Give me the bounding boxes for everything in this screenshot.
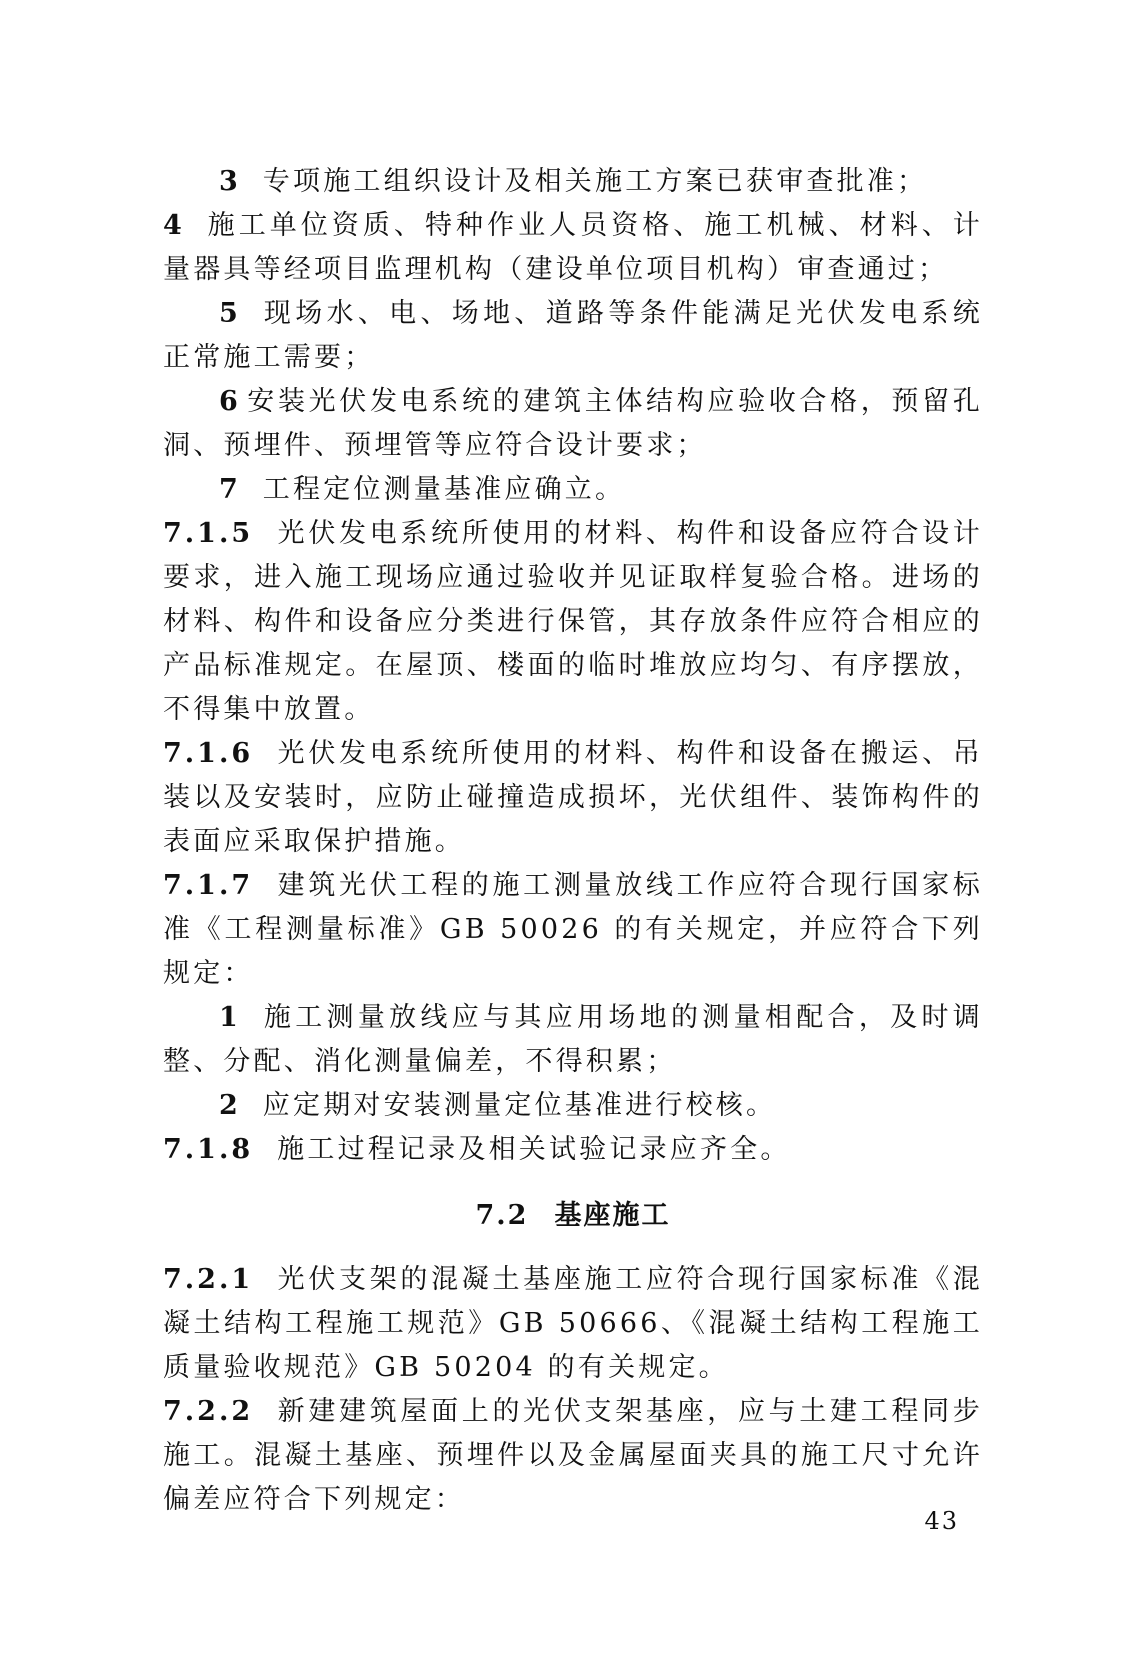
clause-text: 光伏发电系统所使用的材料、构件和设备应符合设计要求，进入施工现场应通过验收并见证取样复验合格。进场的材料、构件和设备应分类进行保管，其存放条件应符合相应的产品标准规定。在屋顶、楼面的临时堆放应均匀、有序摆放，不得集中放置。: [163, 518, 983, 725]
clause-number: 7.1.5: [163, 518, 254, 549]
item-number: 2: [219, 1090, 239, 1121]
list-item: [163, 380, 983, 468]
page-number: 43: [924, 1507, 959, 1535]
clause: [163, 864, 983, 996]
clause-text: 新建建筑屋面上的光伏支架基座，应与土建工程同步施工。混凝土基座、预埋件以及金属屋面夹具的施工尺寸允许偏差应符合下列规定：: [163, 1396, 983, 1515]
list-item: [163, 1084, 983, 1128]
clause-number: 7.1.6: [163, 738, 254, 769]
clause-number: 7.2.2: [163, 1396, 254, 1427]
item-text: 施工测量放线应与其应用场地的测量相配合，及时调整、分配、消化测量偏差，不得积累；: [163, 1002, 983, 1077]
clause-number: 7.1.7: [163, 870, 254, 901]
item-number: 6: [219, 386, 239, 417]
section-title: 基座施工: [554, 1200, 671, 1231]
list-item: [163, 996, 983, 1084]
clause-number: 7.2.1: [163, 1264, 254, 1295]
section-heading: [163, 1194, 983, 1238]
list-item: [163, 292, 983, 380]
clause-text: 建筑光伏工程的施工测量放线工作应符合现行国家标准《工程测量标准》GB 50026 的有关规定，并应符合下列规定：: [163, 870, 983, 989]
item-number: 4: [163, 210, 183, 241]
item-number: 1: [219, 1002, 239, 1033]
clause: [163, 1128, 983, 1172]
item-number: 3: [219, 166, 239, 197]
clause-text: 光伏发电系统所使用的材料、构件和设备在搬运、吊装以及安装时，应防止碰撞造成损坏，光伏组件、装饰构件的表面应采取保护措施。: [163, 738, 983, 857]
item-number: 5: [219, 298, 239, 329]
clause: [163, 1390, 983, 1522]
document-body: [163, 160, 983, 1522]
clause: [163, 512, 983, 732]
item-text: 工程定位测量基准应确立。: [262, 474, 626, 505]
clause-text: 光伏支架的混凝土基座施工应符合现行国家标准《混凝土结构工程施工规范》GB 50666、《混凝土结构工程施工质量验收规范》GB 50204 的有关规定。: [163, 1264, 983, 1383]
item-text: 安装光伏发电系统的建筑主体结构应验收合格，预留孔洞、预埋件、预埋管等应符合设计要求；: [163, 386, 983, 461]
section-number: 7.2: [475, 1200, 529, 1231]
list-item: [163, 160, 983, 204]
item-text: 应定期对安装测量定位基准进行校核。: [262, 1090, 777, 1121]
item-text: 现场水、电、场地、道路等条件能满足光伏发电系统正常施工需要；: [163, 298, 983, 373]
list-item: [107, 204, 983, 292]
clause-number: 7.1.8: [163, 1134, 254, 1165]
clause: [163, 1258, 983, 1390]
clause-text: 施工过程记录及相关试验记录应齐全。: [277, 1134, 791, 1165]
clause: [163, 732, 983, 864]
item-text: 专项施工组织设计及相关施工方案已获审查批准；: [262, 166, 928, 197]
list-item: [163, 468, 983, 512]
item-text: 施工单位资质、特种作业人员资格、施工机械、材料、计量器具等经项目监理机构（建设单位项目机构）审查通过；: [163, 210, 983, 285]
item-number: 7: [219, 474, 239, 505]
